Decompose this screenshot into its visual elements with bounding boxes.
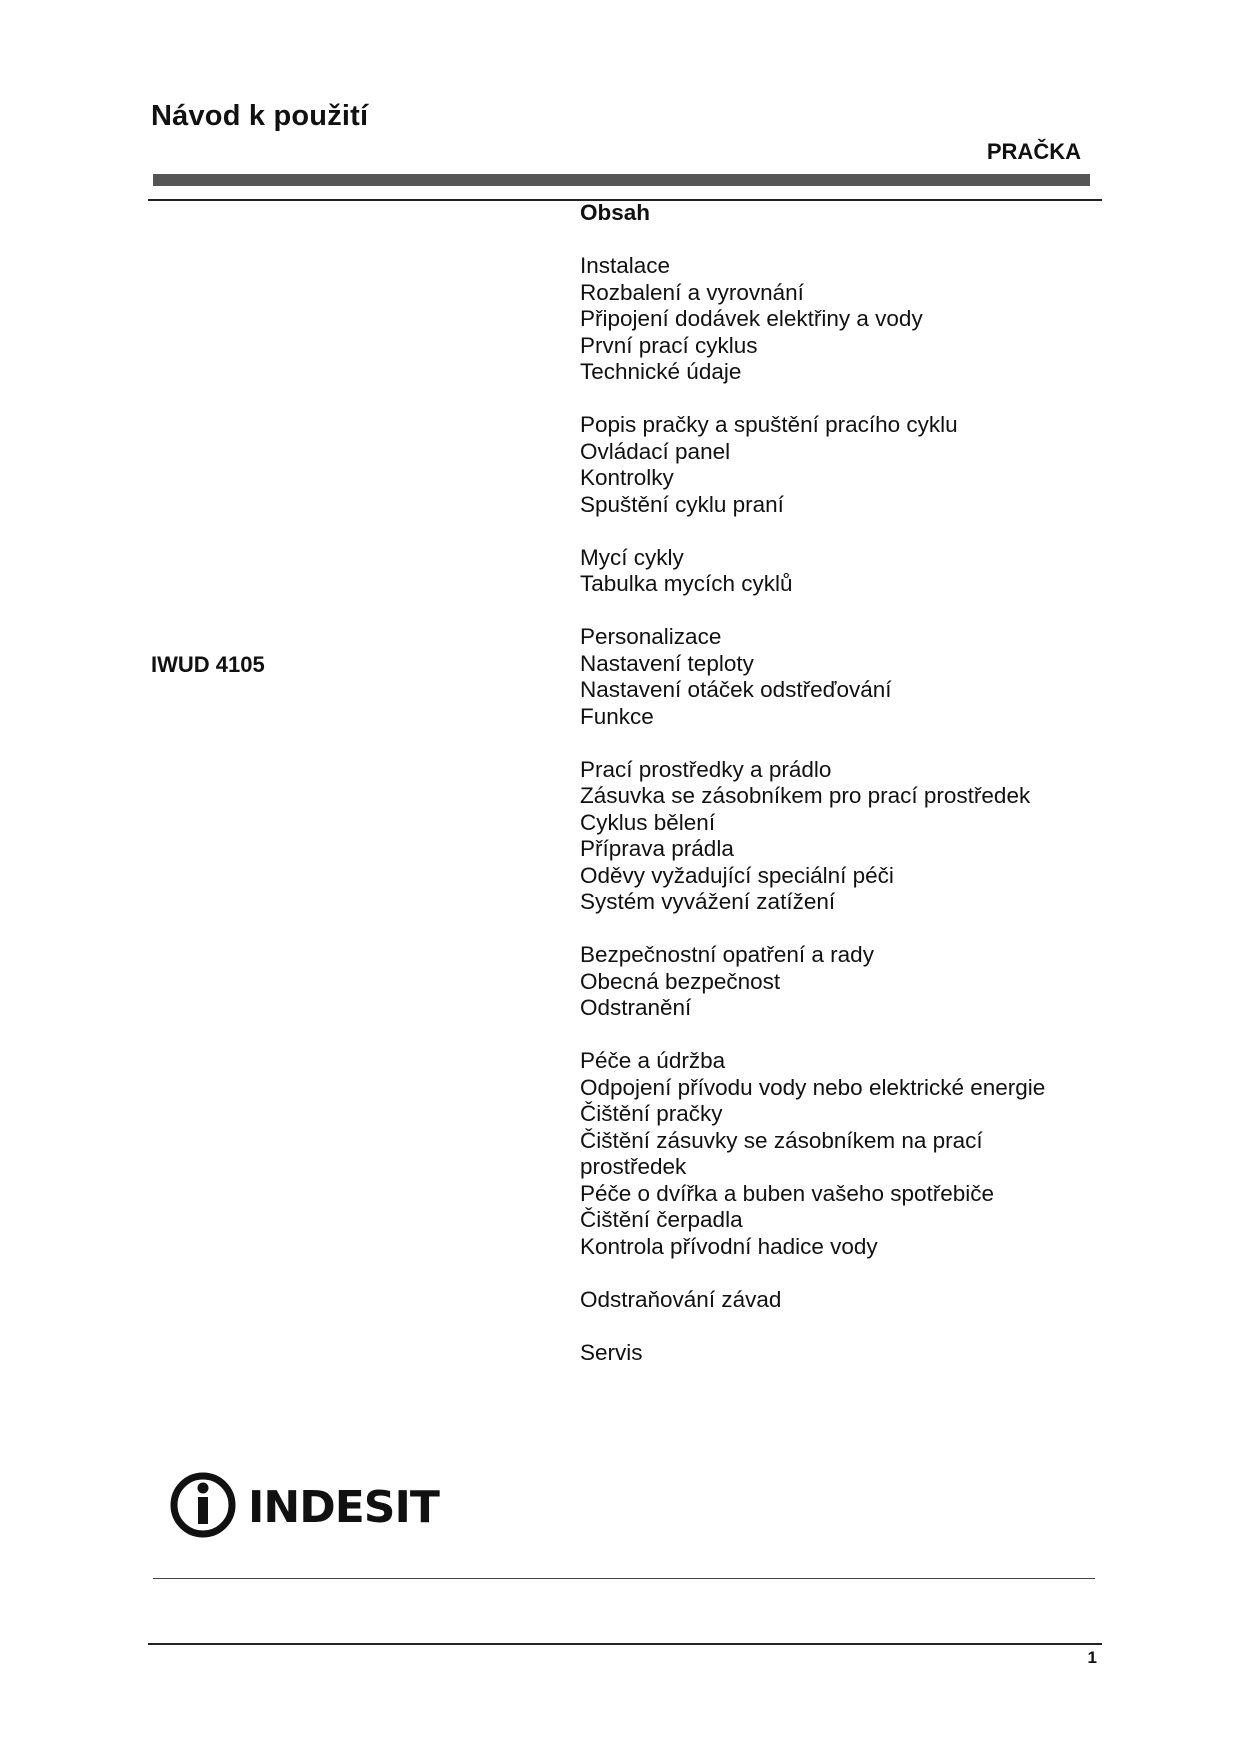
- product-type: PRAČKA: [986, 139, 1081, 164]
- toc-item[interactable]: Čištění čerpadla: [580, 1207, 743, 1232]
- toc-section-title[interactable]: Bezpečnostní opatření a rady: [580, 942, 874, 967]
- page-title: Návod k použití: [151, 100, 369, 132]
- toc-section: [580, 757, 1100, 916]
- toc-section-title[interactable]: Personalizace: [580, 624, 722, 649]
- toc-item[interactable]: Nastavení otáček odstřeďování: [580, 677, 892, 702]
- toc-item[interactable]: Příprava prádla: [580, 836, 734, 861]
- table-of-contents: [580, 200, 1100, 1366]
- toc-item[interactable]: Péče o dvířka a buben vašeho spotřebiče: [580, 1180, 995, 1206]
- logo-wordmark: INDESIT: [248, 1482, 439, 1533]
- toc-item[interactable]: Odstranění: [580, 995, 692, 1020]
- indesit-logo: [168, 1470, 448, 1540]
- toc-section: [580, 1287, 1100, 1314]
- toc-item[interactable]: Ovládací panel: [580, 438, 731, 464]
- toc-item[interactable]: Obecná bezpečnost: [580, 968, 781, 994]
- toc-item[interactable]: Čištění zásuvky se zásobníkem na prací: [580, 1127, 983, 1153]
- toc-item[interactable]: Spuštění cyklu praní: [580, 491, 784, 517]
- toc-item[interactable]: První prací cyklus: [580, 332, 758, 358]
- toc-item[interactable]: Cyklus bělení: [580, 809, 716, 835]
- toc-section-title[interactable]: Instalace: [580, 253, 671, 278]
- toc-item[interactable]: Připojení dodávek elektřiny a vody: [580, 306, 923, 331]
- toc-item[interactable]: Systém vyvážení zatížení: [580, 889, 836, 914]
- toc-section: [580, 412, 1100, 518]
- footer-rule-bottom: [148, 1643, 1102, 1645]
- toc-item[interactable]: Oděvy vyžadující speciální péči: [580, 862, 894, 888]
- toc-item[interactable]: Nastavení teploty: [580, 650, 754, 676]
- toc-item[interactable]: prostředek: [580, 1154, 687, 1179]
- toc-section-title[interactable]: Mycí cykly: [580, 544, 684, 570]
- toc-item[interactable]: Funkce: [580, 703, 654, 729]
- toc-item[interactable]: Technické údaje: [580, 359, 742, 384]
- toc-section-title[interactable]: Prací prostředky a prádlo: [580, 756, 832, 782]
- toc-section-title[interactable]: Popis pračky a spuštění pracího cyklu: [580, 412, 958, 437]
- toc-section-title[interactable]: Servis: [580, 1339, 643, 1365]
- indesit-i-icon: [174, 1476, 232, 1534]
- toc-section: [580, 1340, 1100, 1367]
- toc-heading: Obsah: [580, 200, 651, 225]
- model-number: IWUD 4105: [151, 652, 265, 677]
- toc-sections: [580, 253, 1100, 1366]
- toc-item[interactable]: Čištění pračky: [580, 1101, 723, 1126]
- toc-item[interactable]: Tabulka mycích cyklů: [580, 571, 793, 596]
- toc-section-title[interactable]: Péče a údržba: [580, 1048, 726, 1073]
- toc-section: [580, 942, 1100, 1022]
- toc-item[interactable]: Kontrola přívodní hadice vody: [580, 1233, 878, 1259]
- footer-rule-top: [153, 1578, 1095, 1579]
- indesit-logo-svg: [168, 1470, 448, 1540]
- header-bar: [153, 174, 1090, 186]
- toc-item[interactable]: Odpojení přívodu vody nebo elektrické energie: [580, 1074, 1046, 1100]
- toc-item[interactable]: Rozbalení a vyrovnání: [580, 279, 804, 305]
- toc-section: [580, 1048, 1100, 1260]
- toc-section: [580, 624, 1100, 730]
- page-number: 1: [1087, 1648, 1097, 1667]
- toc-section-title[interactable]: Odstraňování závad: [580, 1286, 782, 1312]
- toc-item[interactable]: Kontrolky: [580, 465, 674, 490]
- toc-item[interactable]: Zásuvka se zásobníkem pro prací prostředek: [580, 783, 1031, 808]
- toc-section: [580, 253, 1100, 386]
- toc-section: [580, 545, 1100, 598]
